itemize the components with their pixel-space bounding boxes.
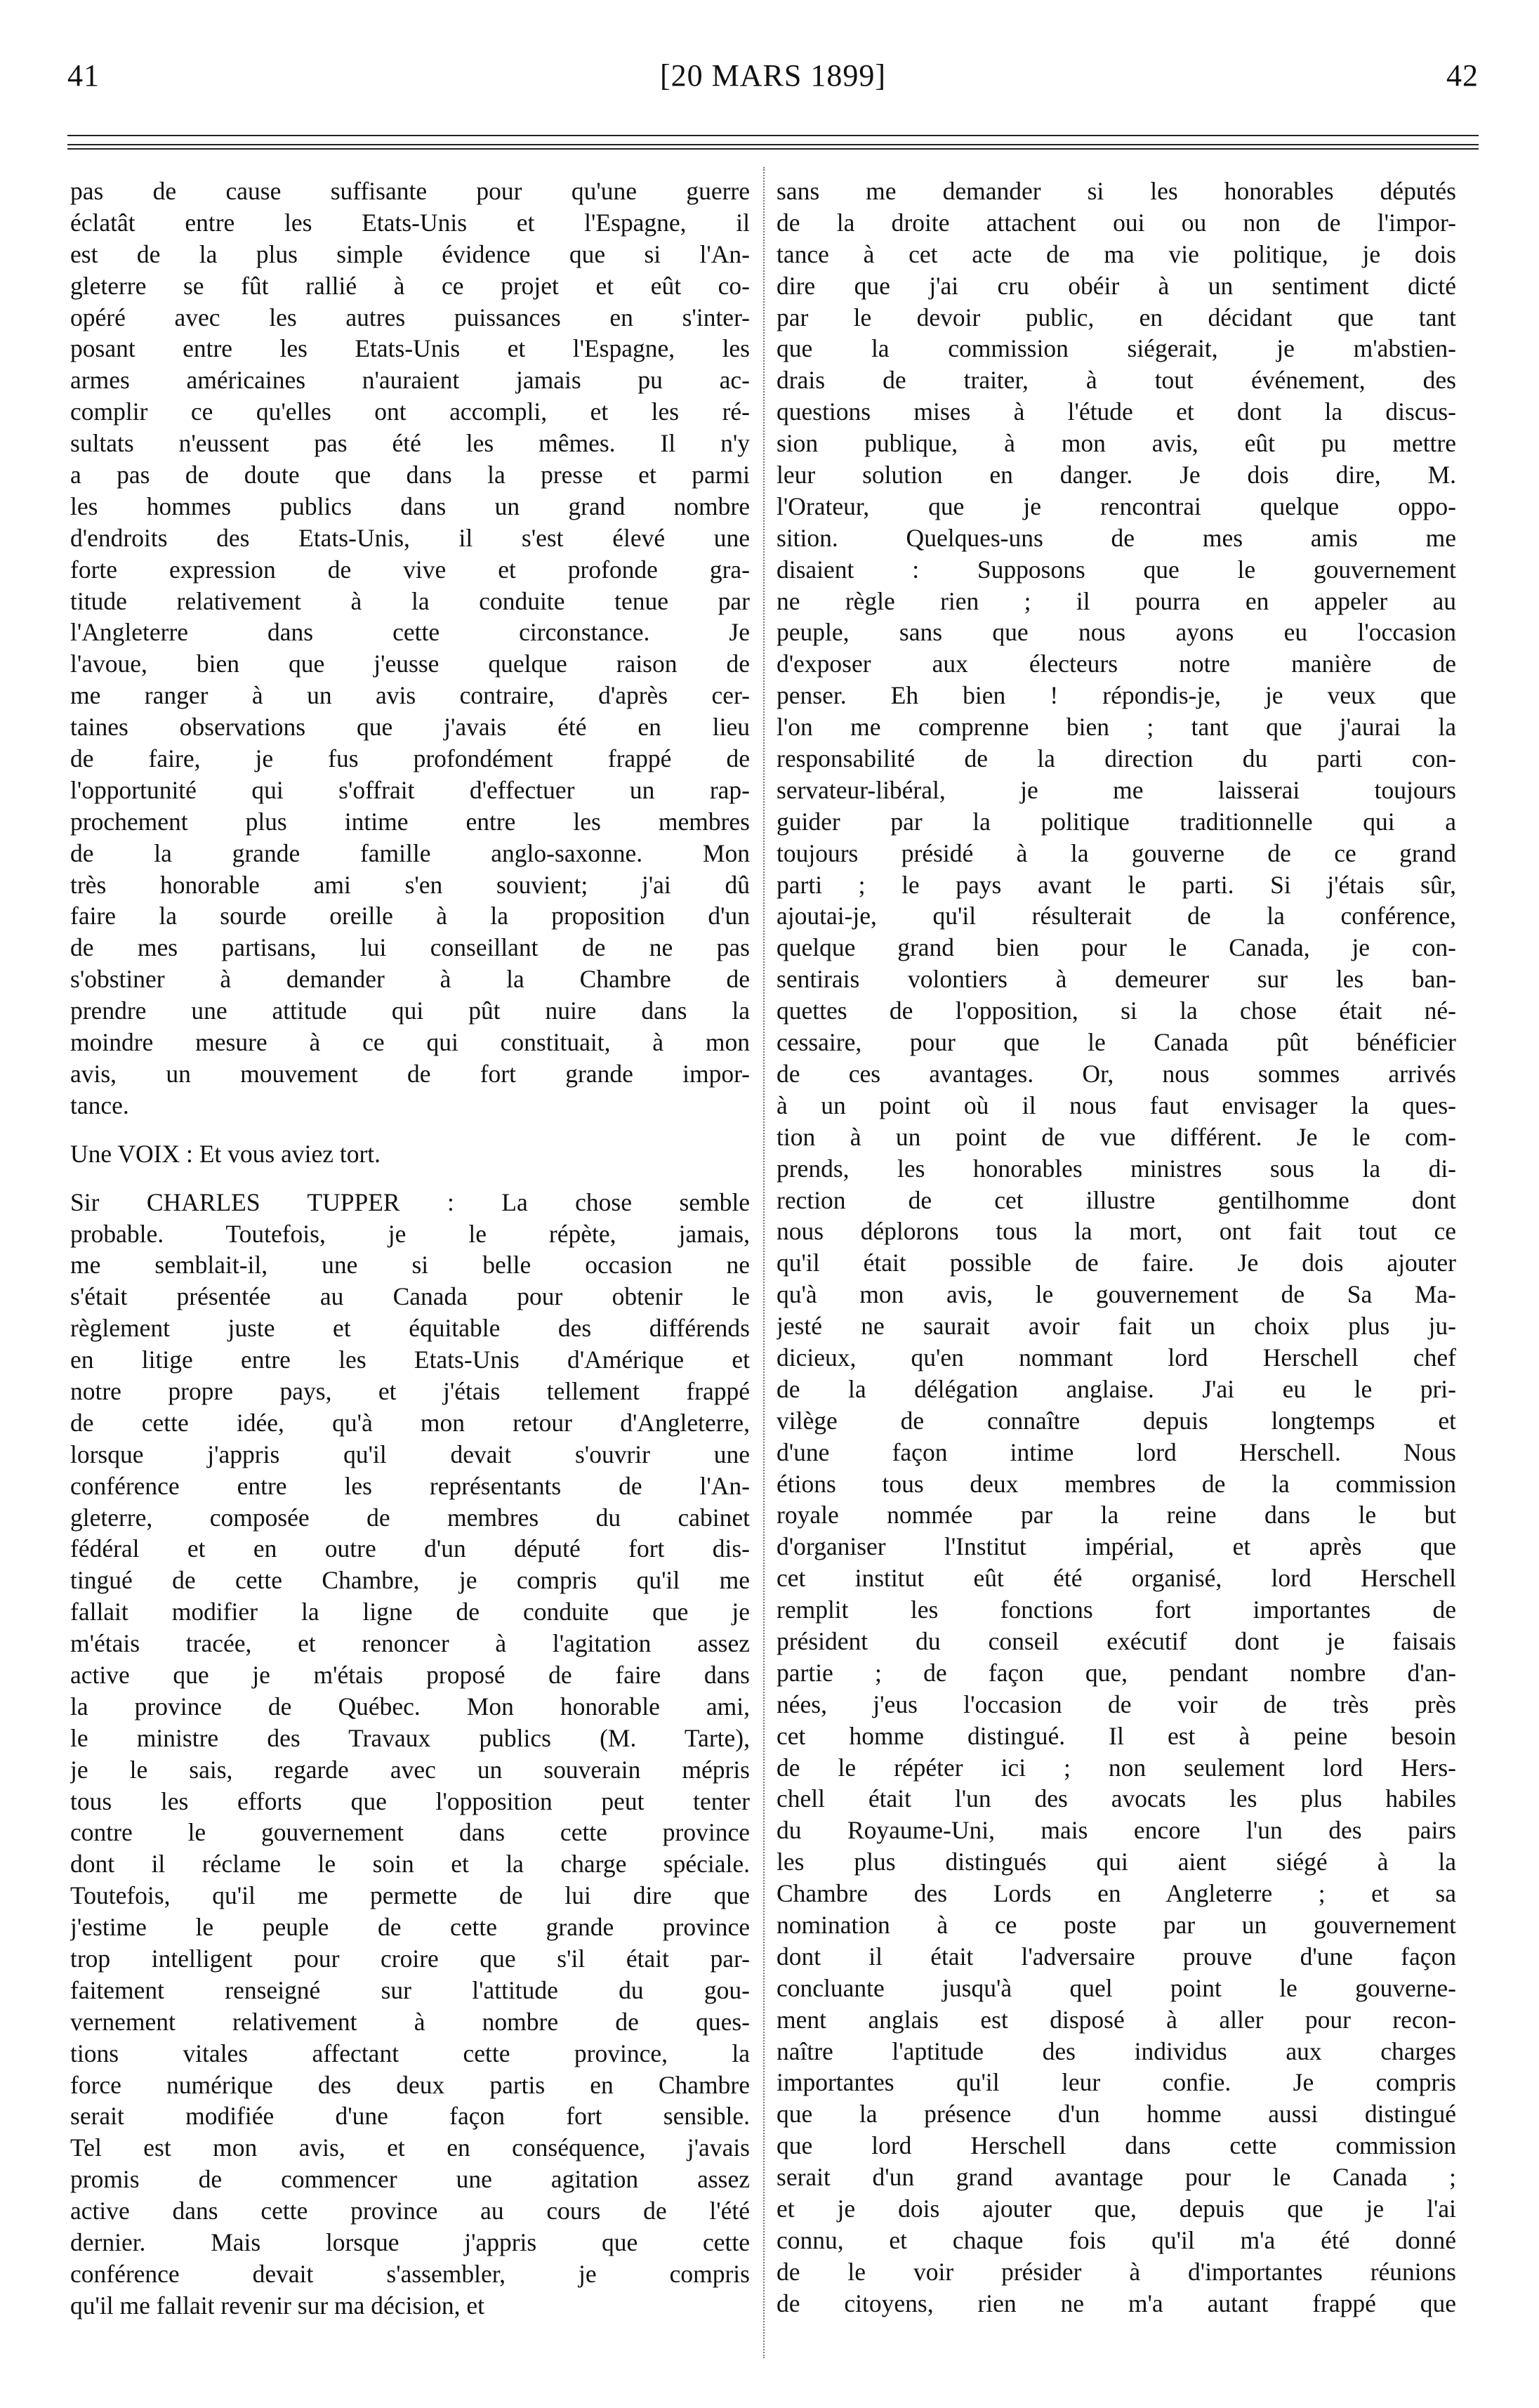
text-line: dicieux, qu'en nommant lord Herschell chef: [777, 1343, 1456, 1371]
text-line: Tel est mon avis, et en conséquence, j'avais: [70, 2133, 750, 2162]
text-line: me semblait-il, une si belle occasion ne: [70, 1251, 750, 1279]
text-line: sition. Quelques-uns de mes amis me: [777, 523, 1456, 552]
text-line: tion à un point de vue différent. Je le com-: [777, 1122, 1456, 1151]
text-line: forte expression de vive et profonde gra-: [70, 555, 750, 584]
text-line: lorsque j'appris qu'il devait s'ouvrir une: [70, 1440, 750, 1468]
text-line: fallait modifier la ligne de conduite que je: [70, 1598, 750, 1626]
text-line: les plus distingués qui aient siégé à la: [777, 1848, 1456, 1876]
text-line: a pas de doute que dans la presse et parmi: [70, 461, 750, 489]
text-line: ne règle rien ; il pourra en appeler au: [777, 586, 1456, 615]
text-line: Sir CHARLES TUPPER : La chose semble: [70, 1187, 750, 1216]
text-line: partie ; de façon que, pendant nombre d'an-: [777, 1658, 1456, 1687]
text-line: avis, un mouvement de fort grande impor-: [70, 1059, 750, 1088]
text-line: promis de commencer une agitation assez: [70, 2165, 750, 2194]
text-line: responsabilité de la direction du parti con-: [777, 744, 1456, 773]
text-line: force numérique des deux partis en Chambre: [70, 2070, 750, 2099]
text-line: président du conseil exécutif dont je faisais: [777, 1626, 1456, 1655]
text-line: penser. Eh bien ! répondis-je, je veux que: [777, 681, 1456, 710]
text-line: chell était l'un des avocats les plus habiles: [777, 1784, 1456, 1813]
text-line: Chambre des Lords en Angleterre ; et sa: [777, 1879, 1456, 1908]
text-line: connu, et chaque fois qu'il m'a été donné: [777, 2225, 1456, 2254]
text-line: s'obstiner à demander à la Chambre de: [70, 965, 750, 994]
text-line: à un point où il nous faut envisager la ques-: [777, 1091, 1456, 1119]
text-line: j'estime le peuple de cette grande province: [70, 1913, 750, 1942]
text-line: quelque grand bien pour le Canada, je con-: [777, 933, 1456, 962]
text-line: très honorable ami s'en souvient; j'ai dû: [70, 870, 750, 899]
text-line: royale nommée par la reine dans le but: [777, 1501, 1456, 1529]
text-line: concluante jusqu'à quel point le gouverne-: [777, 1973, 1456, 2002]
text-line: parti ; le pays avant le parti. Si j'étais sûr,: [777, 870, 1456, 899]
text-line: en litige entre les Etats-Unis d'Amérique et: [70, 1346, 750, 1374]
text-line: posant entre les Etats-Unis et l'Espagne, les: [70, 334, 750, 363]
text-line: armes américaines n'auraient jamais pu ac-: [70, 366, 750, 395]
text-line: serait d'un grand avantage pour le Canada ;: [777, 2163, 1456, 2192]
text-line: éclatât entre les Etats-Unis et l'Espagne, il: [70, 208, 750, 237]
text-line: dont il réclame le soin et la charge spéciale.: [70, 1850, 750, 1879]
text-line: peuple, sans que nous ayons eu l'occasion: [777, 618, 1456, 647]
text-line: fédéral et en outre d'un député fort dis-: [70, 1534, 750, 1563]
text-line: contre le gouvernement dans cette province: [70, 1818, 750, 1847]
text-line: importantes qu'il leur confie. Je compris: [777, 2068, 1456, 2097]
text-line: d'exposer aux électeurs notre manière de: [777, 650, 1456, 678]
text-line: par le devoir public, en décidant que tant: [777, 303, 1456, 331]
text-line: règlement juste et équitable des différends: [70, 1314, 750, 1343]
text-line: dernier. Mais lorsque j'appris que cette: [70, 2228, 750, 2256]
text-line: je le sais, regarde avec un souverain mépris: [70, 1755, 750, 1784]
text-line: l'opportunité qui s'offrait d'effectuer un rap-: [70, 775, 750, 804]
text-line: ajoutai-je, qu'il résulterait de la conférence,: [777, 902, 1456, 930]
text-line: cet institut eût été organisé, lord Herschell: [777, 1564, 1456, 1593]
text-line: disaient : Supposons que le gouvernement: [777, 555, 1456, 584]
right-column: [777, 176, 1456, 2320]
page-number-right: 42: [1446, 58, 1479, 93]
text-line: s'était présentée au Canada pour obtenir le: [70, 1282, 750, 1311]
session-date: [20 MARS 1899]: [659, 58, 887, 93]
text-line: vernement relativement à nombre de ques-: [70, 2007, 750, 2036]
text-line: toujours présidé à la gouverne de ce grand: [777, 838, 1456, 867]
text-line: opéré avec les autres puissances en s'inter-: [70, 303, 750, 331]
text-line: prochement plus intime entre les membres: [70, 807, 750, 836]
text-line: guider par la politique traditionnelle qui a: [777, 807, 1456, 836]
text-line: du Royaume-Uni, mais encore l'un des pairs: [777, 1816, 1456, 1845]
text-line: notre propre pays, et j'étais tellement frappé: [70, 1376, 750, 1405]
text-line: d'endroits des Etats-Unis, il s'est élevé une: [70, 523, 750, 552]
text-line: probable. Toutefois, je le répète, jamais,: [70, 1219, 750, 1248]
page-number-left: 41: [67, 58, 100, 93]
text-line: remplit les fonctions fort importantes de: [777, 1596, 1456, 1624]
text-line: dire que j'ai cru obéir à un sentiment dicté: [777, 271, 1456, 300]
text-line: l'on me comprenne bien ; tant que j'aurai la: [777, 713, 1456, 742]
text-line: sentirais volontiers à demeurer sur les ban-: [777, 965, 1456, 994]
text-line: tance.: [70, 1091, 129, 1119]
page-header: [67, 58, 1479, 100]
text-line: de ces avantages. Or, nous sommes arrivés: [777, 1059, 1456, 1088]
text-line: pas de cause suffisante pour qu'une guerre: [70, 177, 750, 205]
text-line: me ranger à un avis contraire, d'après cer-: [70, 681, 750, 710]
text-line: la province de Québec. Mon honorable ami,: [70, 1692, 750, 1721]
text-line: taines observations que j'avais été en lieu: [70, 713, 750, 742]
text-line: tingué de cette Chambre, je compris qu'il me: [70, 1566, 750, 1595]
text-line: de la délégation anglaise. J'ai eu le pri-: [777, 1374, 1456, 1403]
text-line: nomination à ce poste par un gouvernement: [777, 1910, 1456, 1939]
text-line: gleterre, composée de membres du cabinet: [70, 1503, 750, 1532]
text-line: nées, j'eus l'occasion de voir de très près: [777, 1690, 1456, 1718]
text-line: de citoyens, rien ne m'a autant frappé que: [777, 2289, 1456, 2317]
text-line: sans me demander si les honorables députés: [777, 177, 1456, 205]
text-line: questions mises à l'étude et dont la discus-: [777, 397, 1456, 426]
text-line: prendre une attitude qui pût nuire dans la: [70, 996, 750, 1025]
text-line: active dans cette province au cours de l'été: [70, 2197, 750, 2225]
text-line: complir ce qu'elles ont accompli, et les ré-: [70, 397, 750, 426]
text-line: faire la sourde oreille à la proposition d'un: [70, 902, 750, 930]
text-line: de le répéter ici ; non seulement lord Hers-: [777, 1753, 1456, 1782]
header-rule-bottom: [67, 148, 1479, 150]
text-line: tions vitales affectant cette province, la: [70, 2039, 750, 2067]
text-line: étions tous deux membres de la commission: [777, 1469, 1456, 1498]
text-line: m'étais tracée, et renoncer à l'agitation assez: [70, 1629, 750, 1658]
text-line: servateur-libéral, je me laisserai toujours: [777, 775, 1456, 804]
text-line: de faire, je fus profondément frappé de: [70, 744, 750, 773]
text-line: de mes partisans, lui conseillant de ne pas: [70, 933, 750, 962]
text-line: de la grande famille anglo-saxonne. Mon: [70, 838, 750, 867]
text-line: active que je m'étais proposé de faire dans: [70, 1660, 750, 1689]
text-line: prends, les honorables ministres sous la di-: [777, 1154, 1456, 1183]
text-line: l'Orateur, que je rencontrai quelque oppo-: [777, 492, 1456, 520]
text-line: cet homme distingué. Il est à peine besoin: [777, 1721, 1456, 1750]
text-line: conférence devait s'assembler, je compris: [70, 2259, 750, 2288]
text-line: drais de traiter, à tout événement, des: [777, 366, 1456, 395]
text-line: Une VOIX : Et vous aviez tort.: [70, 1139, 381, 1168]
text-line: sultats n'eussent pas été les mêmes. Il n'y: [70, 429, 750, 458]
text-line: que la commission siégerait, je m'abstien-: [777, 334, 1456, 363]
text-line: que la présence d'un homme aussi distingué: [777, 2100, 1456, 2129]
column-divider: [763, 167, 765, 2358]
text-line: gleterre se fût rallié à ce projet et eût co-: [70, 271, 750, 300]
text-line: jesté ne saurait avoir fait un choix plus ju-: [777, 1312, 1456, 1341]
text-line: dont il était l'adversaire prouve d'une façon: [777, 1942, 1456, 1971]
text-line: de le voir présider à d'importantes réunions: [777, 2257, 1456, 2286]
text-line: est de la plus simple évidence que si l'An-: [70, 239, 750, 268]
text-line: tance à cet acte de ma vie politique, je dois: [777, 239, 1456, 268]
text-line: rection de cet illustre gentilhomme dont: [777, 1185, 1456, 1214]
text-line: moindre mesure à ce qui constituait, à mon: [70, 1028, 750, 1057]
text-line: trop intelligent pour croire que s'il était par-: [70, 1944, 750, 1973]
text-line: qu'à mon avis, le gouvernement de Sa Ma-: [777, 1280, 1456, 1309]
text-line: ment anglais est disposé à aller pour recon-: [777, 2005, 1456, 2034]
text-line: titude relativement à la conduite tenue par: [70, 586, 750, 615]
text-line: l'avoue, bien que j'eusse quelque raison de: [70, 650, 750, 678]
left-column: [70, 176, 750, 2322]
text-line: et je dois ajouter que, depuis que je l'ai: [777, 2195, 1456, 2223]
text-line: d'organiser l'Institut impérial, et après que: [777, 1532, 1456, 1561]
text-line: cessaire, pour que le Canada pût bénéficier: [777, 1028, 1456, 1057]
text-line: quettes de l'opposition, si la chose était né-: [777, 996, 1456, 1025]
header-rule-top: [67, 135, 1479, 136]
text-line: sion publique, à mon avis, eût pu mettre: [777, 429, 1456, 458]
text-line: nous déplorons tous la mort, ont fait tout ce: [777, 1217, 1456, 1246]
text-line: les hommes publics dans un grand nombre: [70, 492, 750, 520]
text-line: vilège de connaître depuis longtemps et: [777, 1406, 1456, 1435]
text-line: le ministre des Travaux publics (M. Tarte),: [70, 1723, 750, 1752]
text-line: qu'il me fallait revenir sur ma décision, et: [70, 2291, 484, 2320]
text-line: faitement renseigné sur l'attitude du gou-: [70, 1975, 750, 2004]
text-line: de la droite attachent oui ou non de l'impor-: [777, 208, 1456, 237]
text-line: naître l'aptitude des individus aux charges: [777, 2037, 1456, 2065]
text-line: leur solution en danger. Je dois dire, M.: [777, 461, 1456, 489]
header-rule-middle: [67, 144, 1479, 145]
text-line: Toutefois, qu'il me permette de lui dire que: [70, 1881, 750, 1910]
text-line: tous les efforts que l'opposition peut tenter: [70, 1787, 750, 1815]
text-line: de cette idée, qu'à mon retour d'Angleterre,: [70, 1408, 750, 1437]
text-line: l'Angleterre dans cette circonstance. Je: [70, 618, 750, 647]
text-line: d'une façon intime lord Herschell. Nous: [777, 1437, 1456, 1466]
text-line: que lord Herschell dans cette commission: [777, 2131, 1456, 2160]
text-line: conférence entre les représentants de l'An-: [70, 1471, 750, 1500]
text-line: serait modifiée d'une façon fort sensible.: [70, 2102, 750, 2131]
text-line: qu'il était possible de faire. Je dois ajouter: [777, 1249, 1456, 1277]
